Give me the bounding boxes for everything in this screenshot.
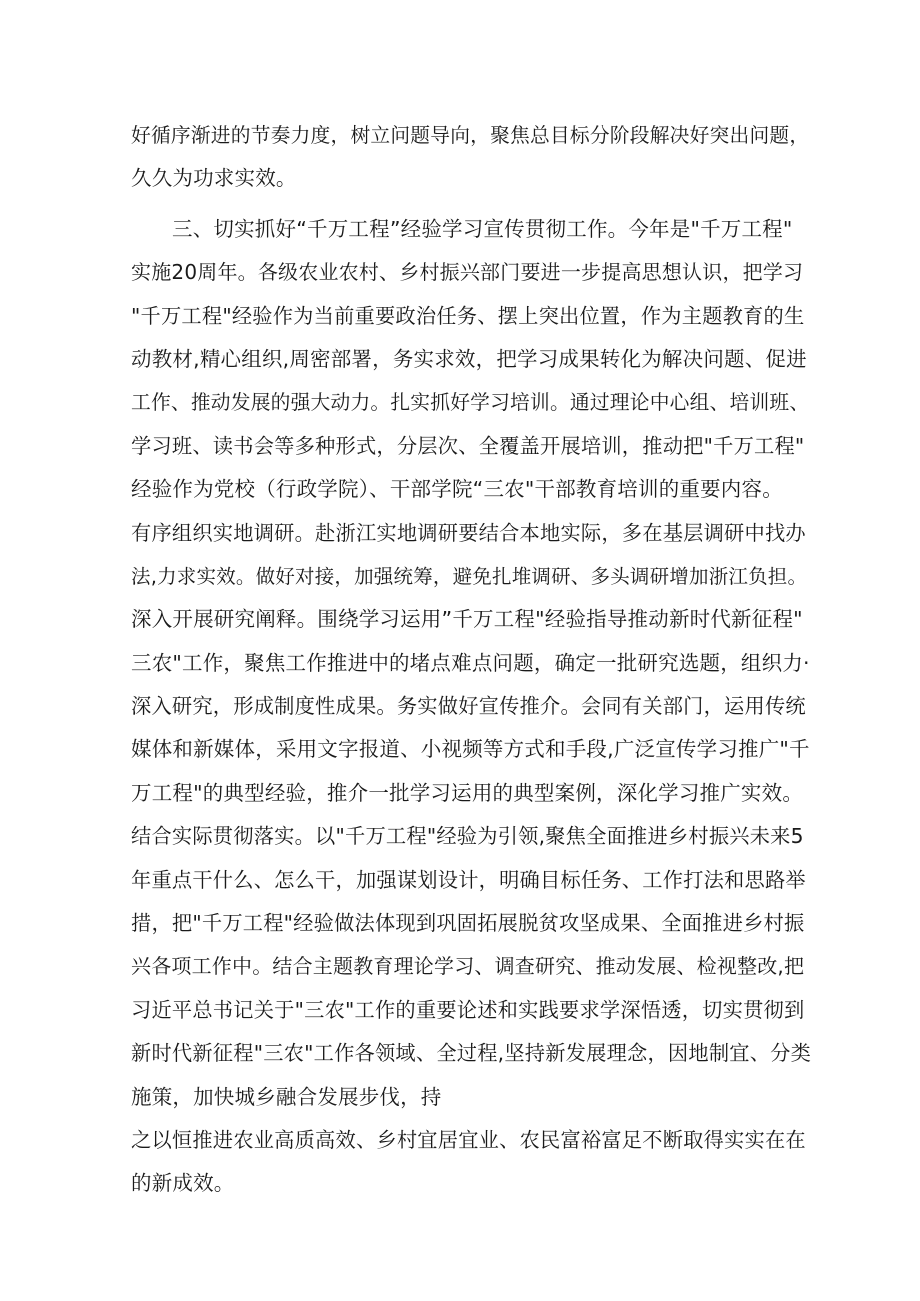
text-line: 的新成效。 [131,1171,235,1196]
text-line: 媒体和新媒体，采用文字报道、小视频等方式和手段,广泛宣传学习推广"千 [131,737,810,762]
text-line: 实施20周年。各级农业农村、乡村振兴部门要进一步提高思想认识，把学习 [131,260,804,285]
text-line: 学习班、读书会等多种形式，分层次、全覆盖开展培训，推动把"千万工程" [131,433,805,458]
text-line: 年重点干什么、怎么干，加强谋划设计，明确目标任务、工作打法和思路举 [131,867,806,892]
text-line: 习近平总书记关于"三农"工作的重要论述和实践要求学深悟透，切实贯彻到 [131,997,805,1022]
section-heading-line: 三、切实抓好“千万工程”经验学习宣传贯彻工作。今年是"千万工程" [172,216,793,241]
text-line: "千万工程"经验作为当前重要政治任务、摆上突出位置，作为主题教育的生 [131,303,805,328]
text-line: 兴各项工作中。结合主题教育理论学习、调查研究、推动发展、检视整改,把 [131,954,805,979]
text-line: 有序组织实地调研。赴浙江实地调研要结合本地实际，多在基层调研中找办 [131,520,806,545]
body-text [131,114,811,1206]
text-line: 之以恒推进农业高质高效、乡村宜居宜业、农民富裕富足不断取得实实在在 [131,1127,806,1152]
text-line: 工作、推动发展的强大动力。扎实抓好学习培训。通过理论中心组、培训班、 [131,391,810,415]
text-line: 施策，加快城乡融合发展步伐，持 [131,1084,442,1109]
text-line: 结合实际贯彻落实。以"千万工程"经验为引领,聚焦全面推进乡村振兴未来5 [131,824,804,849]
text-line: 万工程"的典型经验，推介一批学习运用的典型案例，深化学习推广实效。 [131,780,804,805]
text-line: 动教材,精心组织,周密部署，务实求效，把学习成果转化为解决问题、促进 [131,346,807,371]
text-line: 三农"工作，聚焦工作推进中的堵点难点问题，确定一批研究选题，组织力· [131,650,810,675]
text-line: 深入开展研究阐释。围绕学习运用”千万工程"经验指导推动新时代新征程" [131,607,803,632]
text-line: 久久为功求实效。 [131,166,297,191]
text-line: 好循序渐进的节奏力度，树立问题导向，聚焦总目标分阶段解决好突出问题， [131,124,810,147]
text-line: 措，把"千万工程"经验做法体现到巩固拓展脱贫攻坚成果、全面推进乡村振 [131,911,805,936]
text-line: 新时代新征程"三农"工作各领域、全过程,坚持新发展理念，因地制宜、分类 [131,1041,812,1066]
text-line: 经验作为党校（行政学院）、干部学院“三农"干部教育培训的重要内容。 [131,477,783,502]
text-line: 法,力求实效。做好对接，加强统筹，避免扎堆调研、多头调研增加浙江负担。 [131,564,808,588]
text-line: 深入研究，形成制度性成果。务实做好宣传推介。会同有关部门，运用传统 [131,694,806,719]
